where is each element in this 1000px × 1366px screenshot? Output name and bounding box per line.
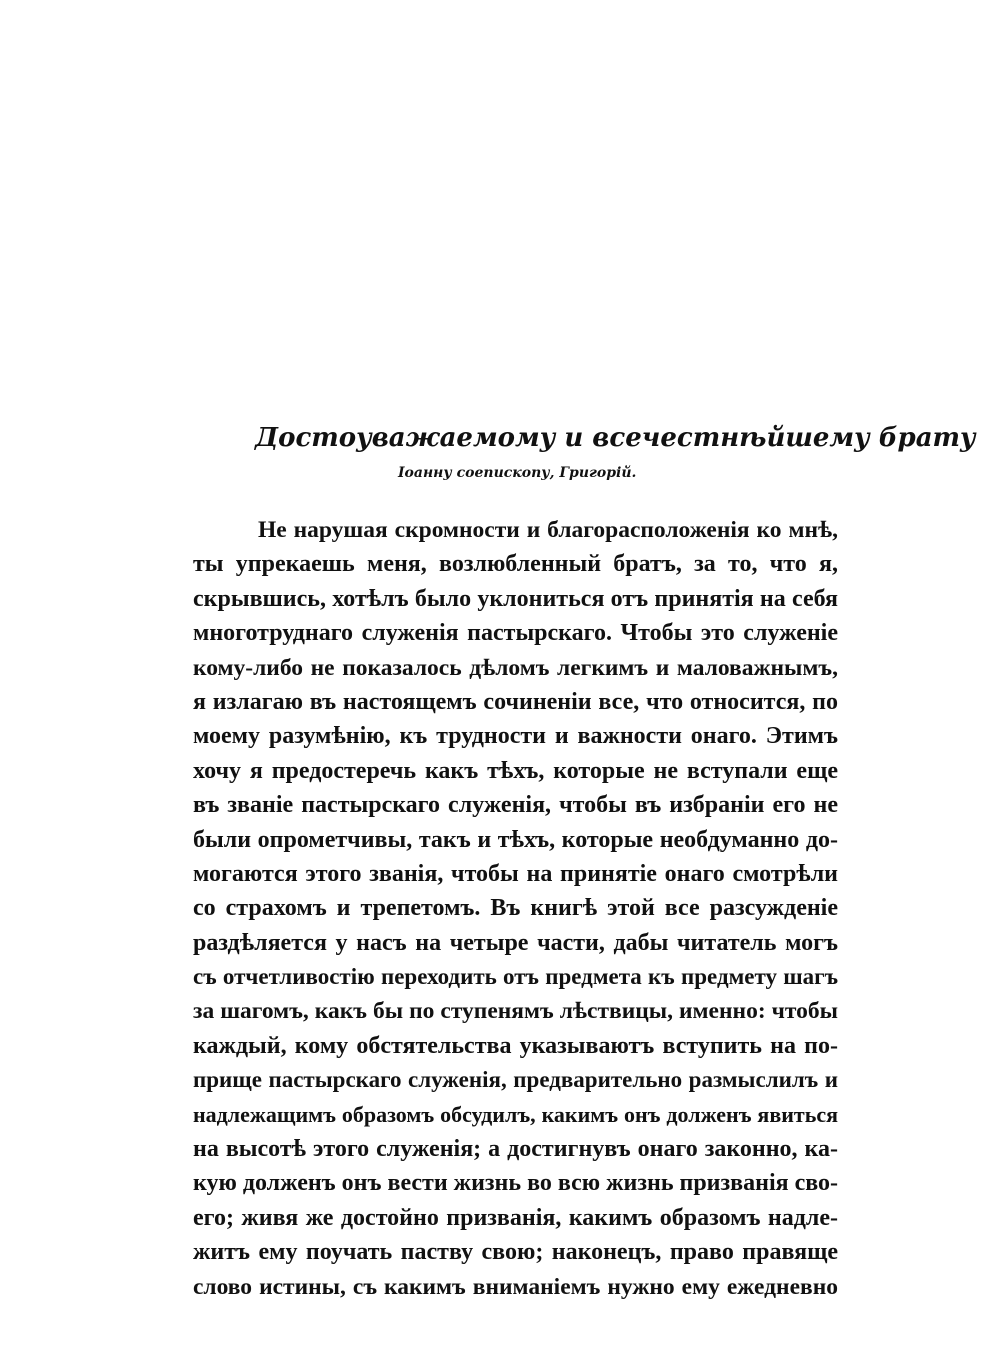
text-line: слово истины, съ какимъ вниманіемъ нужно ему ежедневно [193,1273,838,1300]
text-line: были опрометчивы, такъ и тѣхъ, которые необдуманно до- [193,826,838,853]
text-line: могаются этого званія, чтобы на принятіе онаго смотрѣли [193,860,838,887]
text-line: съ отчетливостію переходить отъ предмета къ предмету шагъ [193,964,838,990]
text-line: раздѣляется у насъ на четыре части, дабы читатель могъ [193,929,838,956]
salutation-line-1: Достоуважаемому и всечестнѣйшему брату [255,423,976,453]
text-line: прище пастырскаго служенія, предварительно размыслилъ и [193,1067,838,1093]
text-line: въ званіе пастырскаго служенія, чтобы въ избраніи его не [193,792,838,819]
text-line: надлежащимъ образомъ обсудилъ, какимъ онъ долженъ явиться [193,1101,838,1127]
text-line: хочу я предостеречь какъ тѣхъ, которые не вступали еще [193,757,838,784]
text-line: скрывшись, хотѣлъ было уклониться отъ принятія на себя [193,585,838,612]
text-line: кую долженъ онъ вести жизнь во всю жизнь призванія сво- [193,1170,839,1197]
text-line: кому-либо не показалось дѣломъ легкимъ и маловажнымъ, [193,654,838,681]
body-text [193,513,838,1304]
text-line: ты упрекаешь меня, возлюбленный братъ, за то, что я, [193,551,838,578]
text-line: его; живя же достойно призванія, какимъ образомъ надле- [193,1204,838,1231]
text-line: я излагаю въ настоящемъ сочиненіи все, что относится, по [193,688,838,715]
text-line: моему разумѣнію, къ трудности и важности онаго. Этимъ [193,723,838,750]
text-line: житъ ему поучать паству свою; наконецъ, право правяще [193,1239,838,1266]
salutation-line-2: Іоанну соепископу, Григорій. [398,465,637,481]
text-line: на высотѣ этого служенія; а достигнувъ онаго законно, ка- [193,1136,838,1163]
text-line: многотруднаго служенія пастырскаго. Чтобы это служеніе [193,620,838,647]
text-line: Не нарушая скромности и благорасположенія ко мнѣ, [258,517,838,543]
text-line: каждый, кому обстятельства указываютъ вступить на по- [193,1032,838,1059]
text-line: со страхомъ и трепетомъ. Въ книгѣ этой все разсужденіе [193,895,838,922]
text-line: за шагомъ, какъ бы по ступенямъ лѣствицы, именно: чтобы [193,998,838,1025]
